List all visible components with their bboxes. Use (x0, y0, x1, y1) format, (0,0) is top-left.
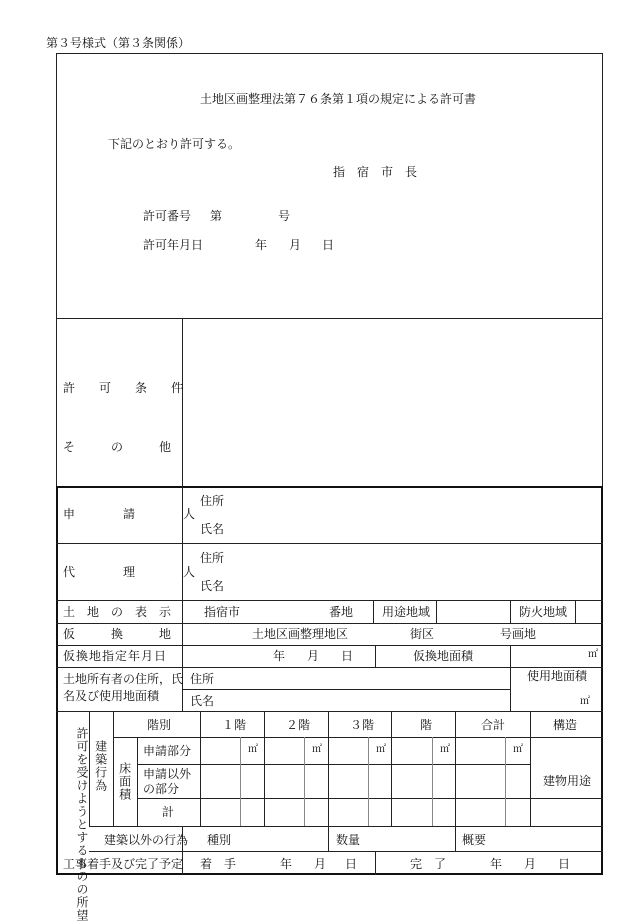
divider (505, 737, 506, 826)
floor-area-label: 床面積 (117, 762, 132, 801)
divider (89, 711, 90, 826)
permit-number-go: 号 (278, 209, 291, 223)
land-display-label: 土 地 の 表 示 (63, 605, 172, 619)
divider (182, 689, 510, 690)
unit-1: ㎡ (248, 744, 258, 755)
divider (182, 318, 183, 486)
divider (113, 711, 114, 826)
divider (56, 600, 603, 601)
divider (455, 711, 456, 851)
unit-2: ㎡ (312, 744, 322, 755)
other-part-label-2: の部分 (143, 782, 180, 796)
divider (89, 851, 603, 852)
unit-3: ㎡ (376, 744, 386, 755)
start-month: 月 (314, 857, 327, 871)
end-label: 完 了 (410, 857, 447, 871)
applicant-label: 申 請 人 (63, 507, 196, 521)
owner-label-1: 土地所有者の住所，氏 (63, 672, 184, 686)
youto-label: 用途地域 (382, 605, 431, 619)
permit-number-label: 許可番号 (143, 209, 192, 223)
divider (137, 737, 138, 826)
permit-date-day: 日 (322, 238, 335, 252)
form-number-label: 第３号様式（第３条関係） (46, 36, 191, 50)
divider (375, 851, 376, 875)
sum-label: 計 (162, 805, 175, 819)
end-year: 年 (490, 857, 503, 871)
kari-district: 土地区画整理地区 (252, 627, 349, 641)
summary-label: 概要 (462, 833, 487, 847)
agent-address-label: 住所 (200, 551, 225, 565)
issuer: 指 宿 市 長 (333, 165, 418, 179)
divider (137, 764, 530, 765)
floor-2: ２階 (286, 718, 311, 732)
land-city: 指宿市 (204, 605, 241, 619)
floor-header: 階別 (147, 718, 172, 732)
other-label: そ の 他 (63, 440, 172, 454)
building-act-label: 建築行為 (93, 740, 108, 792)
start-year: 年 (280, 857, 293, 871)
divider (56, 318, 603, 319)
kari-gaiku: 街区 (410, 627, 435, 641)
divider (575, 600, 576, 623)
floor-1: １階 (222, 718, 247, 732)
divider (56, 667, 603, 668)
permit-wish-label: 許可を受けようとするものの所望 (75, 727, 89, 922)
end-day: 日 (558, 857, 571, 871)
divider (56, 711, 603, 712)
divider (368, 737, 369, 826)
permit-title: 土地区画整理法第７６条第１項の規定による許可書 (200, 92, 477, 106)
unit-n: ㎡ (440, 744, 450, 755)
qty-label: 数量 (336, 833, 361, 847)
use-area-unit: ㎡ (580, 696, 590, 707)
permit-date-year: 年 (255, 238, 268, 252)
owner-address-label: 住所 (190, 672, 215, 686)
kari-gouga: 号画地 (500, 627, 537, 641)
divider (510, 645, 511, 711)
unit-total: ㎡ (513, 744, 523, 755)
permit-date-month: 月 (289, 238, 302, 252)
floor-3: ３階 (350, 718, 375, 732)
schedule-label: 工事着手及び完了予定 (63, 857, 184, 871)
divider (432, 737, 433, 826)
kari-date-year: 年 (273, 649, 286, 663)
start-label: 着 手 (200, 857, 237, 871)
use-area-label: 使用地面積 (527, 669, 588, 683)
divider (510, 600, 511, 623)
divider (56, 645, 603, 646)
conditions-label: 許 可 条 件 (63, 381, 184, 395)
divider (137, 798, 603, 799)
agent-label: 代 理 人 (63, 565, 196, 579)
floor-total: 合計 (481, 718, 506, 732)
applied-part-label: 申請部分 (143, 744, 192, 758)
kari-area-label: 仮換地面積 (413, 649, 474, 663)
permit-number-dai: 第 (210, 209, 223, 223)
divider (89, 826, 603, 827)
divider (530, 711, 531, 826)
kari-area-unit: ㎡ (588, 649, 598, 660)
owner-label-2: 名及び使用地面積 (63, 689, 160, 703)
floor-n: 階 (420, 718, 433, 732)
bouka-label: 防火地域 (519, 605, 568, 619)
structure-label: 構造 (553, 718, 578, 732)
land-banchi: 番地 (329, 605, 354, 619)
kari-label: 仮 換 地 (63, 627, 172, 641)
kind-label: 種別 (207, 833, 232, 847)
kari-date-month: 月 (307, 649, 320, 663)
start-day: 日 (345, 857, 358, 871)
divider (304, 737, 305, 826)
divider (56, 543, 603, 544)
kari-date-label: 仮換地指定年月日 (63, 649, 168, 663)
applicant-address-label: 住所 (200, 494, 225, 508)
applicant-name-label: 氏名 (200, 522, 225, 536)
usage-label: 建物用途 (543, 774, 592, 788)
divider (200, 711, 201, 826)
owner-name-label: 氏名 (190, 694, 215, 708)
divider (391, 711, 392, 826)
kari-date-day: 日 (341, 649, 354, 663)
divider (56, 623, 603, 624)
other-part-label-1: 申請以外 (143, 767, 192, 781)
divider (373, 600, 374, 623)
agent-name-label: 氏名 (200, 579, 225, 593)
divider (328, 711, 329, 851)
divider (240, 737, 241, 826)
divider (264, 711, 265, 826)
non-building-label: 建築以外の行為 (104, 833, 189, 847)
permit-date-label: 許可年月日 (143, 238, 204, 252)
divider (375, 645, 376, 667)
divider (436, 600, 437, 623)
end-month: 月 (524, 857, 537, 871)
permit-frame (56, 53, 603, 486)
permit-intro: 下記のとおり許可する。 (108, 137, 241, 151)
